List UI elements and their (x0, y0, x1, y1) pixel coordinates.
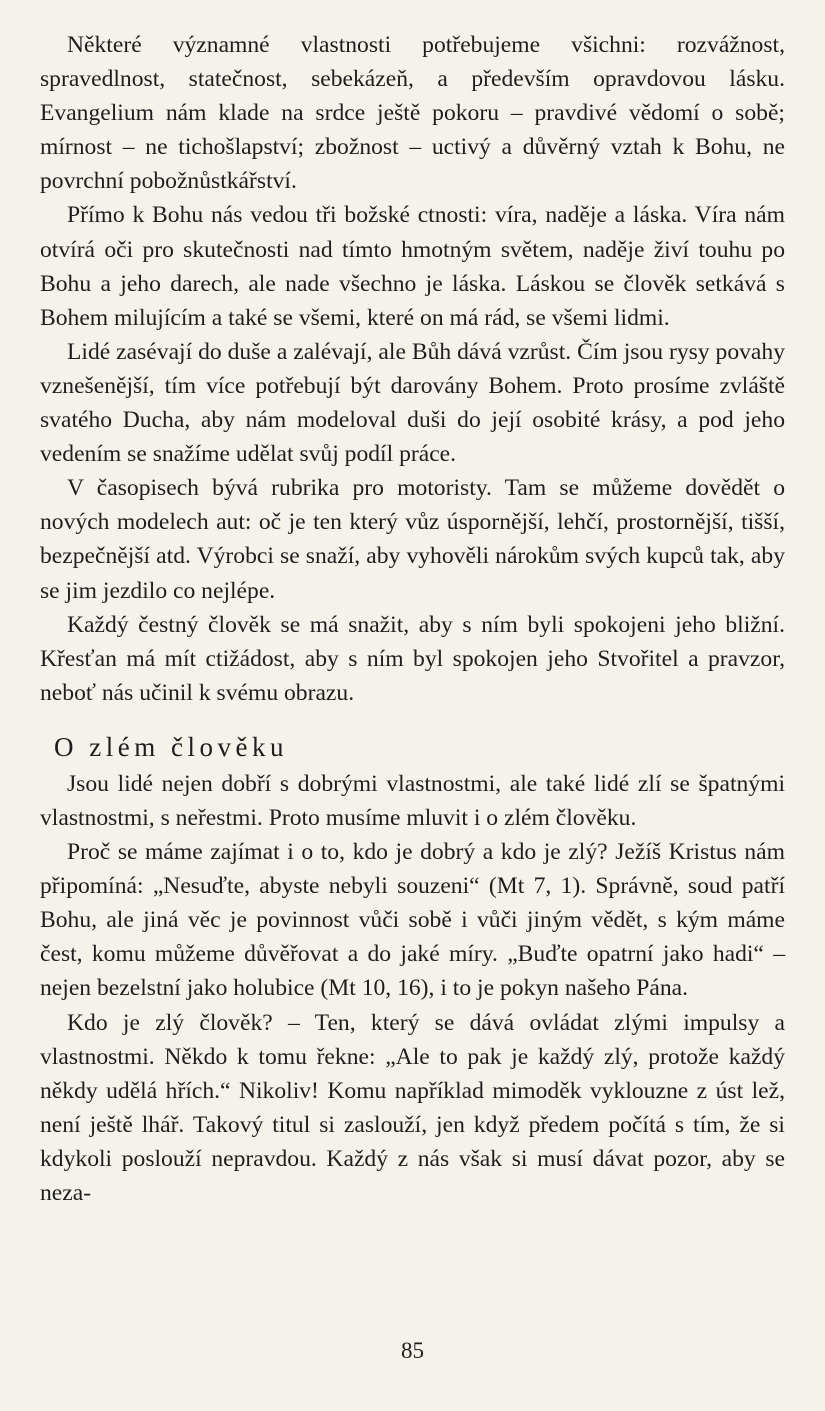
body-text (40, 28, 785, 1210)
paragraph: Proč se máme zajímat i o to, kdo je dobrý a kdo je zlý? Ježíš Kristus nám připomíná: „Nesuďte, abyste nebyli souzeni“ (Mt 7, 1). Správně, soud patří Bohu, ale jiná věc je povinnost vůči sobě i vůči jiným vědět, s kým máme čest, komu můžeme důvěřovat a do jaké míry. „Buďte opatrní jako hadi“ – nejen bezelstní jako holubice (Mt 10, 16), i to je pokyn našeho Pána. (40, 839, 785, 1002)
page-number: 85 (401, 1338, 424, 1363)
paragraph: Kdo je zlý člověk? – Ten, který se dává ovládat zlými impulsy a vlastnostmi. Někdo k tomu řekne: „Ale to pak je každý zlý, protože každý někdy udělá hřích.“ Nikoliv! Komu například mimoděk vyklouzne z úst lež, není ještě lhář. Takový titul si zaslouží, jen když předem počítá s tím, že si kdykoli poslouží nepravdou. Každý z nás však si musí dávat pozor, aby se neza- (40, 1009, 785, 1206)
paragraph: V časopisech bývá rubrika pro motoristy. Tam se můžeme dovědět o nových modelech aut: oč je ten který vůz úspornější, lehčí, prostornější, tišší, bezpečnější atd. Výrobci se snaží, aby vyhověli nárokům svých kupců tak, aby se jim jezdilo co nejlépe. (40, 475, 785, 604)
paragraph: Lidé zasévají do duše a zalévají, ale Bůh dává vzrůst. Čím jsou rysy povahy vznešenější, tím více potřebují být darovány Bohem. Proto prosíme zvláště svatého Ducha, aby nám modeloval duši do její osobité krásy, a pod jeho vedením se snažíme udělat svůj podíl práce. (40, 338, 785, 468)
paragraph: Přímo k Bohu nás vedou tři božské ctnosti: víra, naděje a láska. Víra nám otvírá oči pro skutečnosti nad tímto hmotným světem, naděje živí touhu po Bohu a jeho darech, ale nade všechno je láska. Láskou se člověk setkává s Bohem milujícím a také se všemi, které on má rád, se všemi lidmi. (40, 202, 785, 331)
paragraph: Jsou lidé nejen dobří s dobrými vlastnostmi, ale také lidé zlí se špatnými vlastnostmi, s neřestmi. Proto musíme mluvit i o zlém člověku. (40, 770, 785, 831)
section-title: O zlém člověku (54, 731, 288, 762)
paragraph: Některé významné vlastnosti potřebujeme všichni: rozvážnost, spravedlnost, statečnost, sebekázeň, a především opravdovou lásku. Evangelium nám klade na srdce ještě pokoru – pravdivé vědomí o sobě; mírnost – ne tichošlapství; zbožnost – uctivý a důvěrný vztah k Bohu, ne povrchní pobožnůstkářství. (40, 32, 785, 195)
paragraph: Každý čestný člověk se má snažit, aby s ním byli spokojeni jeho bližní. Křesťan má mít ctižádost, aby s ním byl spokojen jeho Stvořitel a pravzor, neboť nás učinil k svému obrazu. (40, 611, 785, 706)
